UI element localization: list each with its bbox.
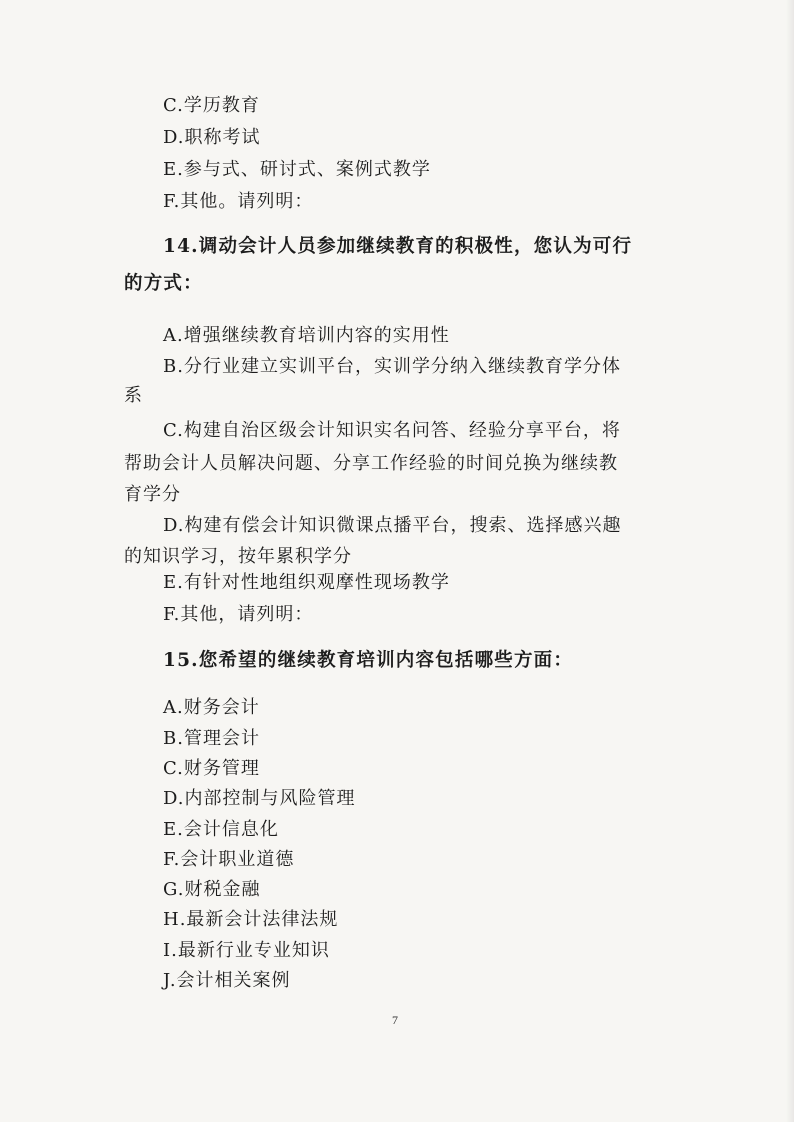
q14-option-b-cont: 系 [124,385,143,406]
scan-edge-shadow [786,0,794,1122]
q15-option-g: G.财税金融 [163,879,261,900]
q15-option-c: C.财务管理 [163,758,260,779]
q15-option-d: D.内部控制与风险管理 [163,788,356,809]
q15-option-e: E.会计信息化 [163,819,279,840]
q13-option-e: E.参与式、研讨式、案例式教学 [163,159,431,180]
q15-option-i: I.最新行业专业知识 [163,940,330,961]
q14-option-f: F.其他，请列明： [163,604,314,625]
page-number: 7 [392,1013,398,1027]
q14-option-e: E.有针对性地组织观摩性现场教学 [163,572,450,593]
q14-option-c-cont2: 育学分 [124,484,181,505]
q14-option-d-cont: 的知识学习，按年累积学分 [124,546,352,567]
q13-option-d: D.职称考试 [163,127,261,148]
q15-option-a: A.财务会计 [163,697,260,718]
q14-option-d: D.构建有偿会计知识微课点播平台，搜索、选择感兴趣 [163,515,622,536]
q14-option-c: C.构建自治区级会计知识实名问答、经验分享平台，将 [163,420,621,441]
q15-option-b: B.管理会计 [163,728,260,749]
q15-option-j: J.会计相关案例 [163,970,291,991]
q15-option-h: H.最新会计法律法规 [163,909,339,930]
q15-title: 15.您希望的继续教育培训内容包括哪些方面： [163,650,574,671]
q14-option-b: B.分行业建立实训平台，实训学分纳入继续教育学分体 [163,356,621,377]
q14-title: 14.调动会计人员参加继续教育的积极性，您认为可行 [163,236,633,257]
q13-option-f: F.其他。请列明： [163,191,314,212]
q14-option-c-cont1: 帮助会计人员解决问题、分享工作经验的时间兑换为继续教 [124,453,618,474]
q13-option-c: C.学历教育 [163,95,260,116]
q15-option-f: F.会计职业道德 [163,849,295,870]
q14-option-a: A.增强继续教育培训内容的实用性 [163,325,450,346]
q14-title-cont: 的方式： [124,273,203,294]
